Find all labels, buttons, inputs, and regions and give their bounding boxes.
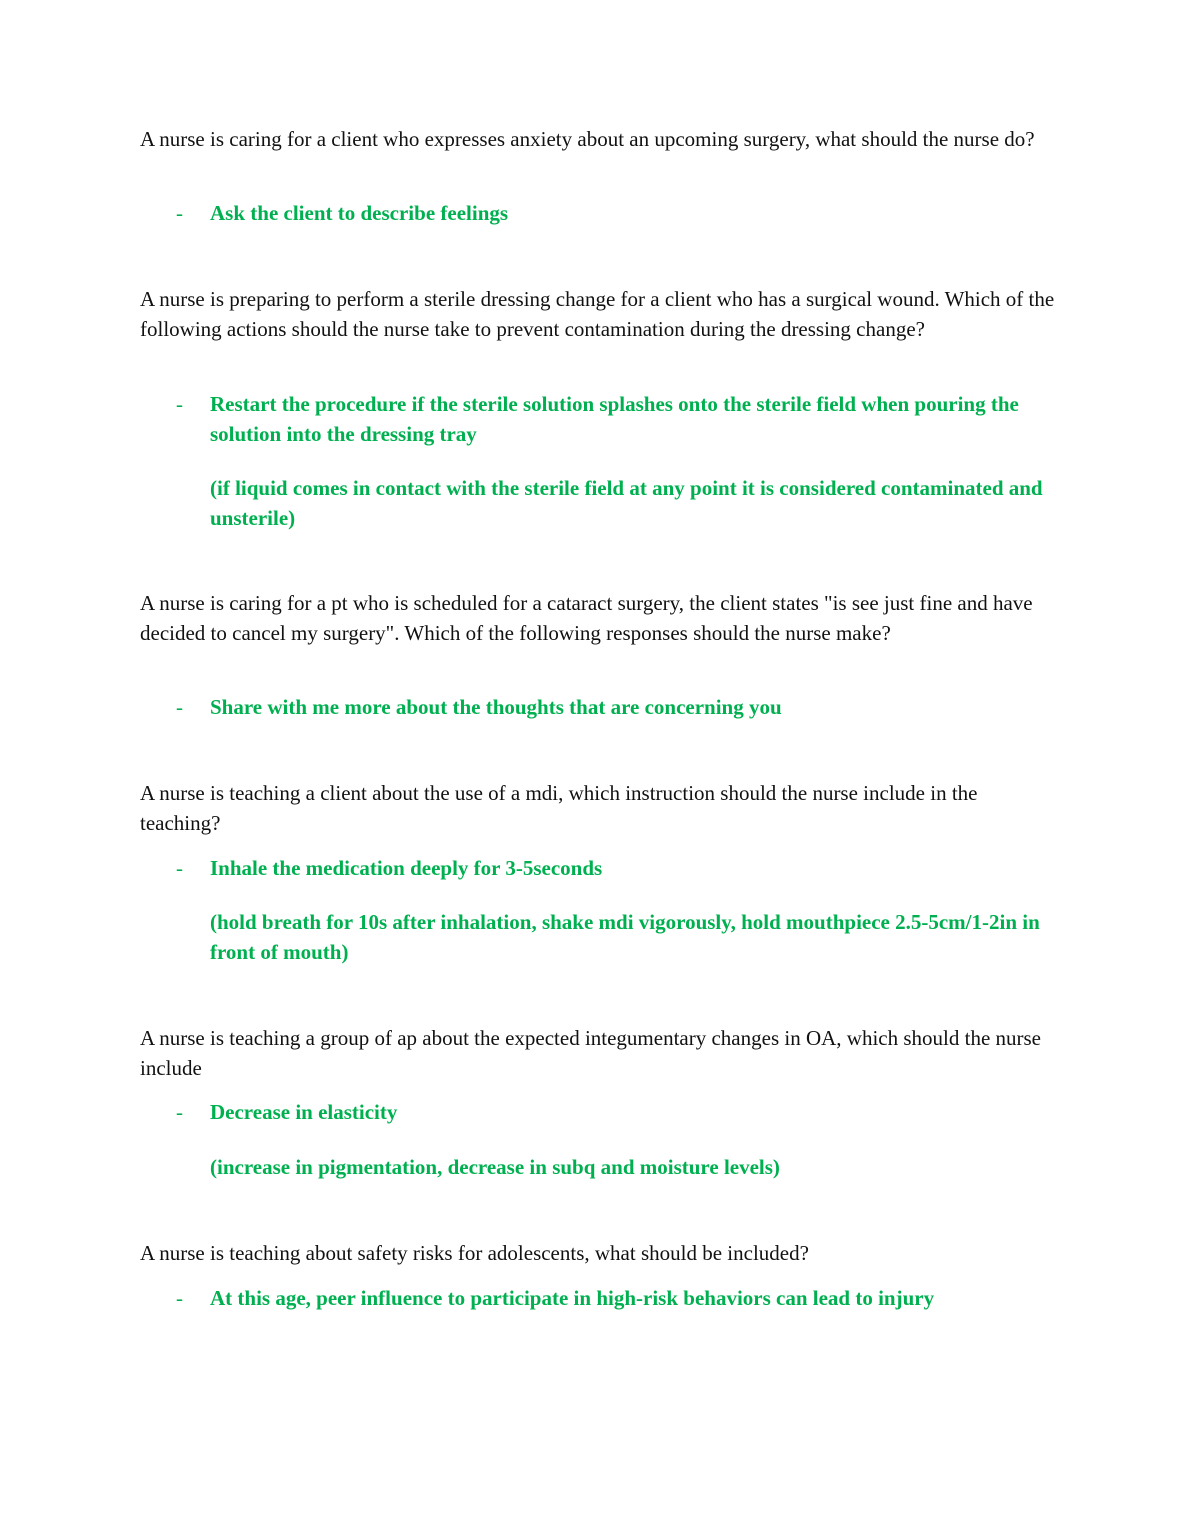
answer-note-2: (if liquid comes in contact with the sterile field at any point it is considered contaminated and unsterile) xyxy=(210,476,1043,530)
answer-text: Decrease in elasticity xyxy=(210,1100,398,1124)
answer-1 xyxy=(176,199,1056,229)
answer-text: Ask the client to describe feelings xyxy=(210,201,509,225)
answer-2 xyxy=(176,390,1056,449)
question-4: A nurse is teaching a client about the use of a mdi, which instruction should the nurse include in the teaching? xyxy=(140,781,978,835)
answer-4 xyxy=(176,854,1056,884)
answer-5 xyxy=(176,1098,1056,1128)
answer-3 xyxy=(176,693,1056,723)
bullet-dash: - xyxy=(176,856,183,880)
bullet-dash: - xyxy=(176,695,183,719)
answer-text: Share with me more about the thoughts that are concerning you xyxy=(210,695,782,719)
answer-6 xyxy=(176,1284,1056,1314)
answer-text: Restart the procedure if the sterile solution splashes onto the sterile field when pouring the solution into the dressing tray xyxy=(210,392,1019,446)
answer-text: At this age, peer influence to participate in high-risk behaviors can lead to injury xyxy=(210,1286,935,1310)
question-6: A nurse is teaching about safety risks for adolescents, what should be included? xyxy=(140,1241,809,1265)
question-2: A nurse is preparing to perform a sterile dressing change for a client who has a surgical wound. Which of the following actions should the nurse take to prevent contamination during the dressing change? xyxy=(140,287,1055,341)
answer-note-4: (hold breath for 10s after inhalation, shake mdi vigorously, hold mouthpiece 2.5-5cm/1-2in in front of mouth) xyxy=(210,910,1040,964)
bullet-dash: - xyxy=(176,201,183,225)
bullet-dash: - xyxy=(176,1286,183,1310)
bullet-dash: - xyxy=(176,392,183,416)
question-3: A nurse is caring for a pt who is scheduled for a cataract surgery, the client states "is see just fine and have decided to cancel my surgery". Which of the following responses should the nurse make? xyxy=(140,591,1033,645)
question-5: A nurse is teaching a group of ap about the expected integumentary changes in OA, which should the nurse include xyxy=(140,1026,1042,1080)
answer-note-5: (increase in pigmentation, decrease in subq and moisture levels) xyxy=(210,1155,780,1179)
question-1: A nurse is caring for a client who expresses anxiety about an upcoming surgery, what should the nurse do? xyxy=(140,127,1035,151)
bullet-dash: - xyxy=(176,1100,183,1124)
answer-text: Inhale the medication deeply for 3-5seconds xyxy=(210,856,603,880)
